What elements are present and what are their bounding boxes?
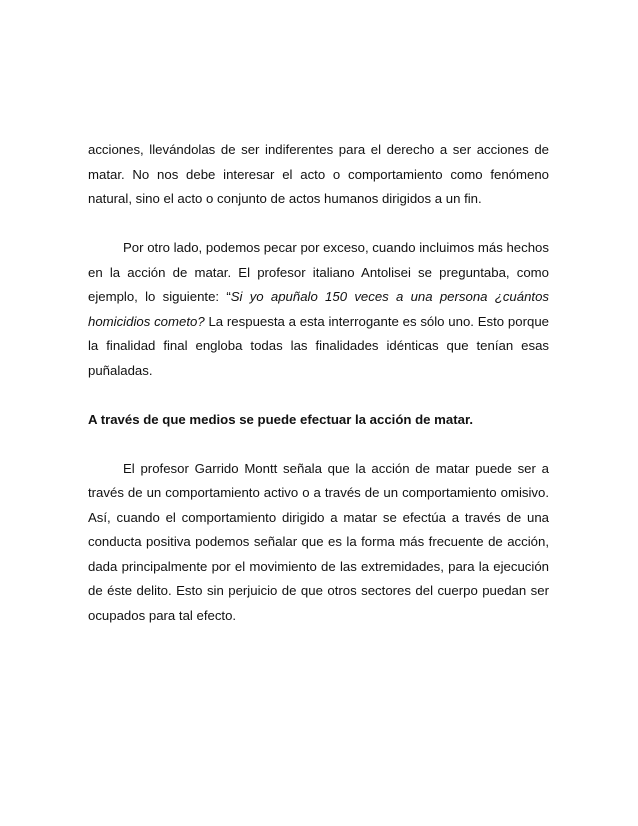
paragraph-3: El profesor Garrido Montt señala que la acción de matar puede ser a través de un comportamiento activo o a través de un comportamiento omisivo. Así, cuando el comportamiento dirigido a matar se efectúa a través de una conducta positiva podemos señalar que es la forma más frecuente de acción, dada principalmente por el movimiento de las extremidades, para la ejecución de éste delito. Esto sin perjuicio de que otros sectores del cuerpo puedan ser ocupados para tal efecto. <box>88 460 549 623</box>
antolisei-quote: Si yo apuñalo 150 veces a una persona ¿cuántos homicidios cometo? <box>88 289 550 329</box>
paragraph-2 <box>88 236 549 383</box>
paragraph-2-conclusion: La respuesta a esta interrogante es sólo uno. Esto porque la finalidad final engloba todas las finalidades idénticas que tenían esas puñaladas. <box>88 313 549 378</box>
document-body <box>88 138 549 628</box>
paragraph-2-text: Por otro lado, podemos pecar por exceso, cuando incluimos más hechos en la acción de matar. El profesor italiano Antolisei se preguntaba, como ejemplo, lo siguiente: “ <box>88 240 549 304</box>
section-heading: A través de que medios se puede efectuar la acción de matar. <box>88 411 474 427</box>
paragraph-spacer <box>88 212 549 237</box>
paragraph-1: acciones, llevándolas de ser indiferentes para el derecho a ser acciones de matar. No nos debe interesar el acto o comportamiento como fenómeno natural, sino el acto o conjunto de actos humanos dirigidos a un fin. <box>88 142 549 206</box>
paragraph-spacer <box>88 383 549 408</box>
paragraph-spacer <box>88 432 549 457</box>
